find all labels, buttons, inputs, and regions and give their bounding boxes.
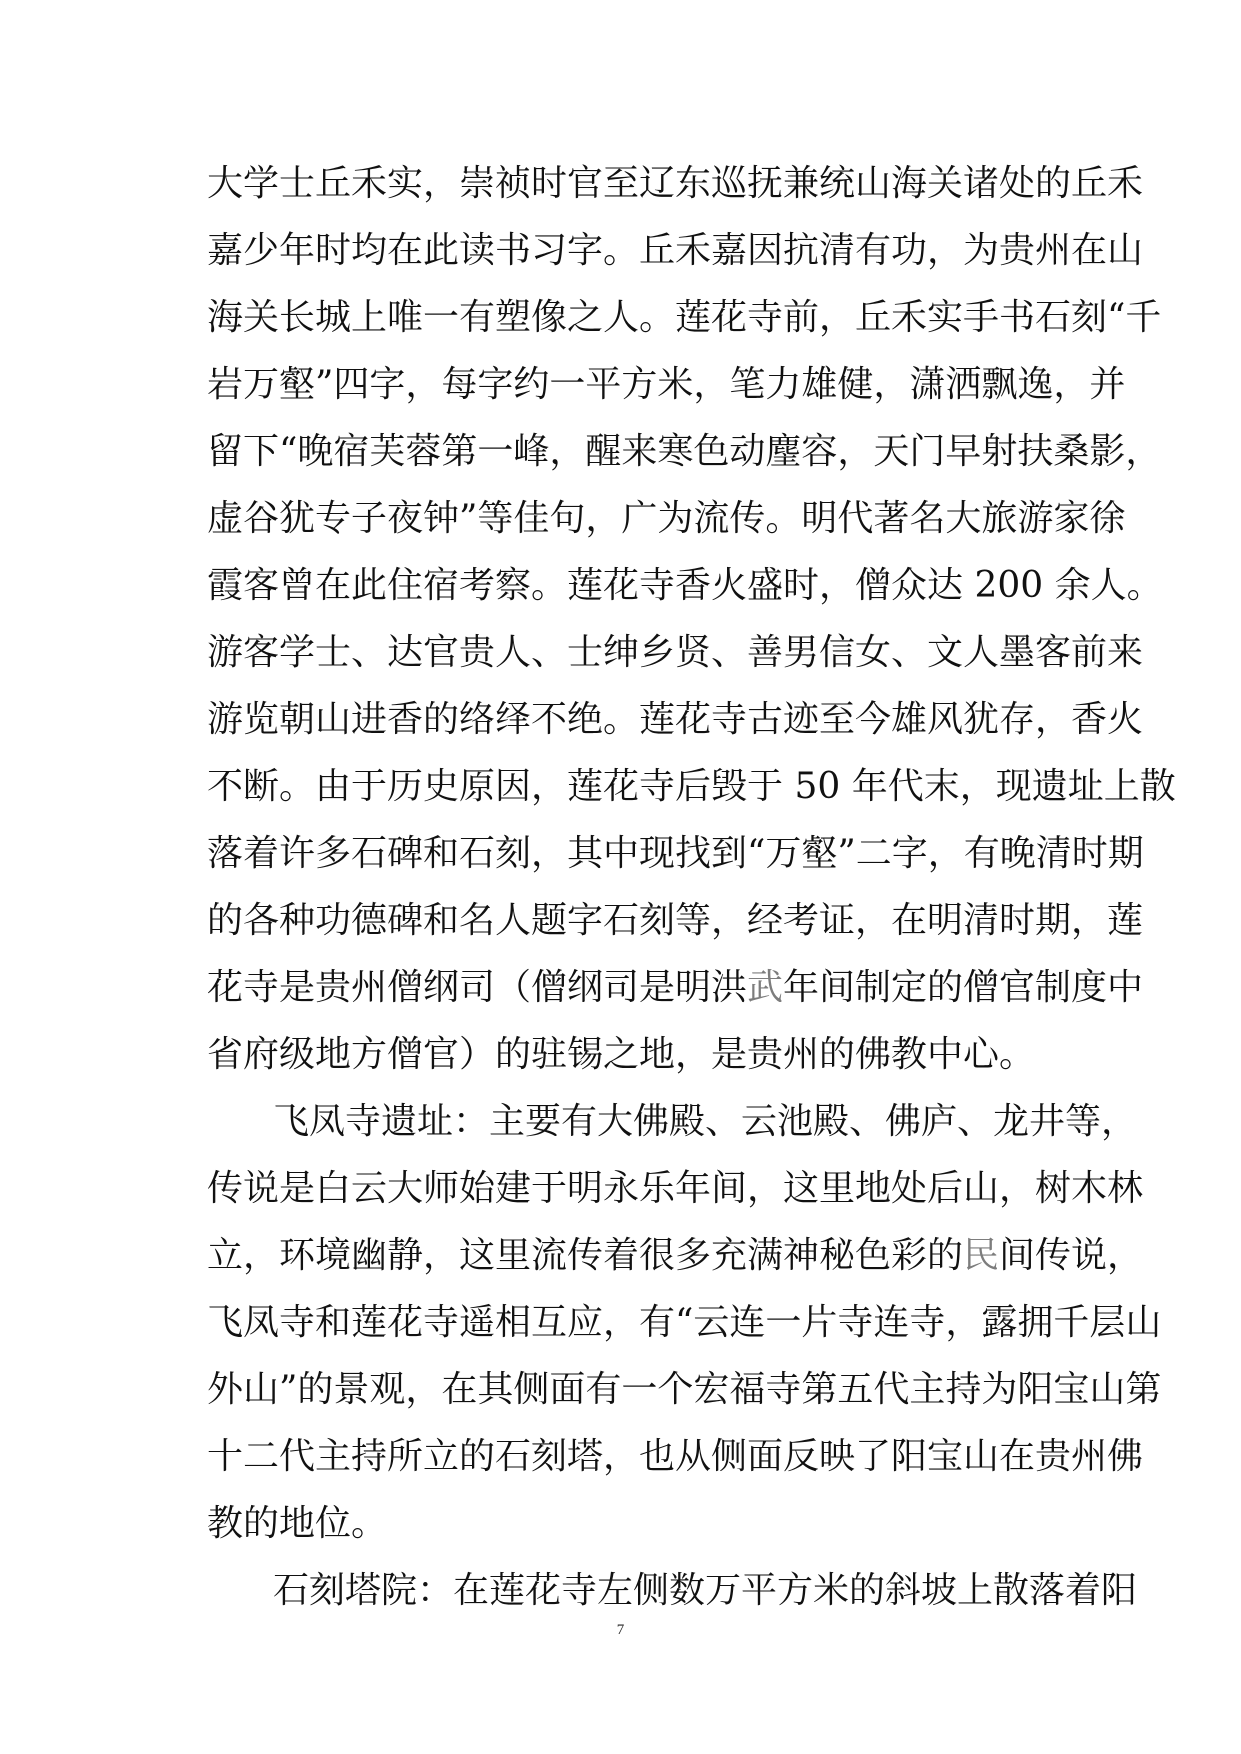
text-line: 传说是白云大师始建于明永乐年间，这里地处后山，树木林	[207, 1168, 1144, 1209]
text-line: 岩万壑”四字，每字约一平方米，笔力雄健，潇洒飘逸，并	[207, 364, 1126, 405]
text-line: 飞凤寺和莲花寺遥相互应，有“云连一片寺连寺，露拥千层山	[207, 1302, 1162, 1343]
text-line: 不断。由于历史原因，莲花寺后毁于 50 年代末，现遗址上散	[207, 766, 1176, 807]
text-segment: 花寺是贵州僧纲司（僧纲司是明洪	[207, 967, 748, 1008]
text-line: 嘉少年时均在此读书习字。丘禾嘉因抗清有功，为贵州在山	[207, 230, 1144, 271]
text-line: 十二代主持所立的石刻塔，也从侧面反映了阳宝山在贵州佛	[207, 1436, 1144, 1477]
text-line: 游览朝山进香的络绎不绝。莲花寺古迹至今雄风犹存，香火	[207, 699, 1144, 740]
text-line	[207, 954, 1144, 1021]
paragraph-start-line: 飞凤寺遗址：主要有大佛殿、云池殿、佛庐、龙井等，	[273, 1101, 1138, 1142]
text-line: 外山”的景观，在其侧面有一个宏福寺第五代主持为阳宝山第	[207, 1369, 1162, 1410]
faint-character: 民	[963, 1235, 1000, 1276]
paragraph-start-line: 石刻塔院：在莲花寺左侧数万平方米的斜坡上散落着阳	[273, 1570, 1138, 1611]
text-line: 霞客曾在此住宿考察。莲花寺香火盛时，僧众达 200 余人。	[207, 565, 1163, 606]
text-line: 虚谷犹专子夜钟”等佳句，广为流传。明代著名大旅游家徐	[207, 498, 1126, 539]
text-line: 游客学士、达官贵人、士绅乡贤、善男信女、文人墨客前来	[207, 632, 1144, 673]
text-line: 落着许多石碑和石刻，其中现找到“万壑”二字，有晚清时期	[207, 833, 1144, 874]
text-segment: 年间制定的僧官制度中	[783, 967, 1144, 1008]
faint-character: 武	[747, 967, 784, 1008]
text-line: 海关长城上唯一有塑像之人。莲花寺前，丘禾实手书石刻“千	[207, 297, 1162, 338]
text-line: 留下“晚宿芙蓉第一峰，醒来寒色动麈容，天门早射扶桑影，	[207, 431, 1162, 472]
document-body	[207, 150, 1176, 1624]
text-line: 省府级地方僧官）的驻锡之地，是贵州的佛教中心。	[207, 1034, 1036, 1075]
text-segment: 立，环境幽静，这里流传着很多充满神秘色彩的	[207, 1235, 964, 1276]
text-line: 的各种功德碑和名人题字石刻等，经考证，在明清时期，莲	[207, 900, 1144, 941]
text-segment: 间传说，	[999, 1235, 1144, 1276]
text-line: 教的地位。	[207, 1503, 388, 1544]
page-number: 7	[616, 1622, 625, 1638]
text-line: 大学士丘禾实，崇祯时官至辽东巡抚兼统山海关诸处的丘禾	[207, 163, 1144, 204]
text-line	[207, 1222, 1144, 1289]
